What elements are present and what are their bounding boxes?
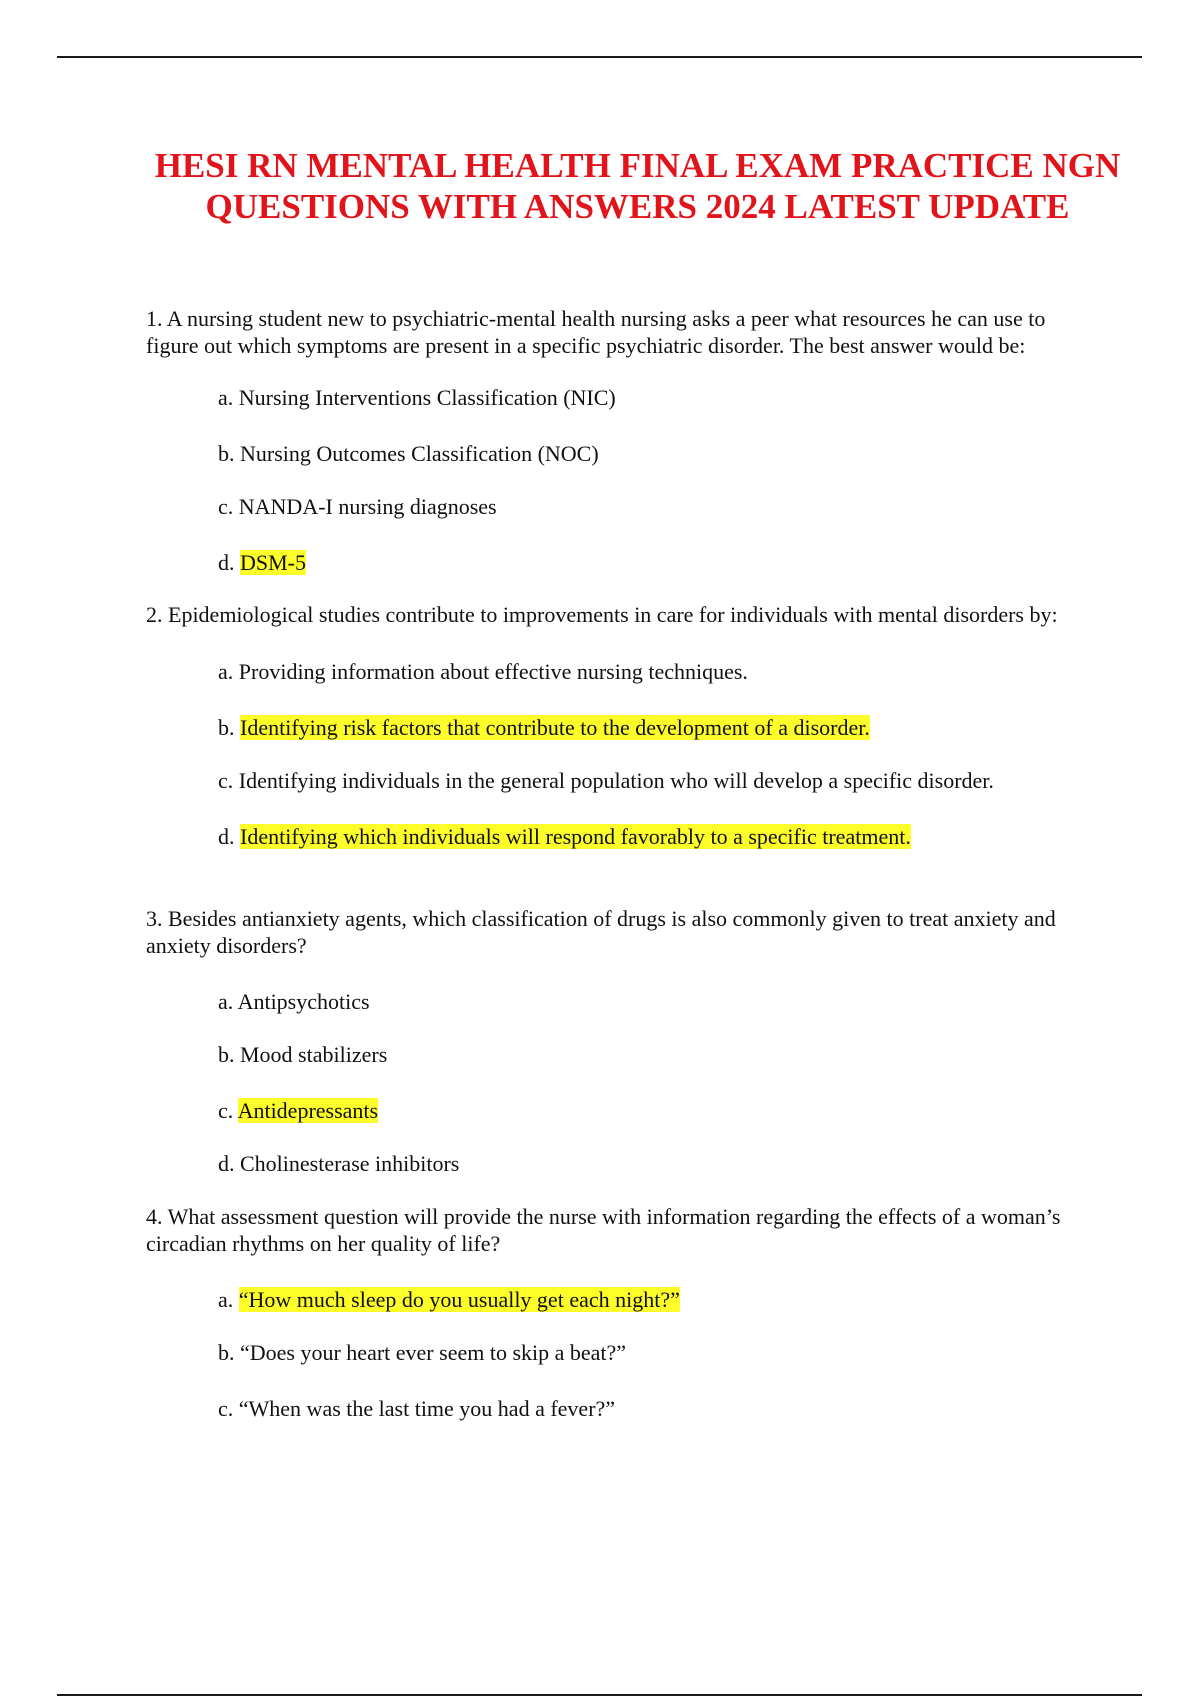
question-text: 2. Epidemiological studies contribute to improvements in care for individuals with mental disorders by: bbox=[146, 602, 1058, 627]
option-text: DSM-5 bbox=[240, 550, 307, 575]
answer-options bbox=[146, 1286, 1086, 1422]
answer-options bbox=[146, 658, 1086, 850]
option-letter: a. bbox=[218, 1287, 234, 1312]
question-block bbox=[146, 601, 1086, 850]
option-letter: b. bbox=[218, 1340, 235, 1365]
option-text: Providing information about effective nursing techniques. bbox=[238, 659, 748, 684]
answer-option-highlighted bbox=[218, 823, 1086, 850]
question-text: 3. Besides antianxiety agents, which classification of drugs is also commonly given to treat anxiety and anxiety disorders? bbox=[146, 906, 1056, 958]
option-letter: d. bbox=[218, 550, 235, 575]
answer-option-highlighted bbox=[218, 714, 1086, 741]
option-letter: c. bbox=[218, 1098, 234, 1123]
answer-option bbox=[218, 1395, 1086, 1422]
question-block bbox=[146, 305, 1086, 576]
option-letter: b. bbox=[218, 441, 235, 466]
answer-options bbox=[146, 988, 1086, 1177]
answer-option bbox=[218, 988, 1086, 1015]
option-text: NANDA-I nursing diagnoses bbox=[238, 494, 497, 519]
option-letter: a. bbox=[218, 385, 234, 410]
option-letter: c. bbox=[218, 768, 234, 793]
option-text: Cholinesterase inhibitors bbox=[240, 1151, 460, 1176]
option-text: Nursing Interventions Classification (NIC) bbox=[238, 385, 616, 410]
answer-option bbox=[218, 440, 1086, 467]
option-letter: c. bbox=[218, 1396, 234, 1421]
option-letter: c. bbox=[218, 494, 234, 519]
answer-option bbox=[218, 658, 1086, 685]
answer-option bbox=[218, 1339, 1086, 1366]
answer-option-highlighted bbox=[218, 1097, 1086, 1124]
option-text: Mood stabilizers bbox=[240, 1042, 388, 1067]
option-text: Antidepressants bbox=[237, 1098, 379, 1123]
option-text: “How much sleep do you usually get each night?” bbox=[238, 1287, 680, 1312]
question-list bbox=[146, 305, 1086, 1422]
answer-option-highlighted bbox=[218, 549, 1086, 576]
option-text: “When was the last time you had a fever?” bbox=[238, 1396, 616, 1421]
option-text: Identifying risk factors that contribute to the development of a disorder. bbox=[240, 715, 870, 740]
answer-option bbox=[218, 767, 1086, 794]
answer-options bbox=[146, 384, 1086, 576]
question-block bbox=[146, 905, 1086, 1177]
question-block bbox=[146, 1203, 1086, 1422]
option-text: Identifying individuals in the general population who will develop a specific disorder. bbox=[238, 768, 994, 793]
answer-option bbox=[218, 1041, 1086, 1068]
document-title: HESI RN MENTAL HEALTH FINAL EXAM PRACTICE NGN QUESTIONS WITH ANSWERS 2024 LATEST UPDATE bbox=[154, 146, 1121, 226]
question-text: 1. A nursing student new to psychiatric-mental health nursing asks a peer what resources he can use to figure out which symptoms are present in a specific psychiatric disorder. The best answer would be: bbox=[146, 306, 1046, 358]
option-text: “Does your heart ever seem to skip a beat?” bbox=[240, 1340, 627, 1365]
option-letter: a. bbox=[218, 989, 234, 1014]
option-letter: d. bbox=[218, 1151, 235, 1176]
answer-option bbox=[218, 493, 1086, 520]
answer-option-highlighted bbox=[218, 1286, 1086, 1313]
option-letter: b. bbox=[218, 1042, 235, 1067]
option-letter: d. bbox=[218, 824, 235, 849]
option-letter: b. bbox=[218, 715, 235, 740]
answer-option bbox=[218, 1150, 1086, 1177]
answer-option bbox=[218, 384, 1086, 411]
option-text: Antipsychotics bbox=[237, 989, 370, 1014]
question-text: 4. What assessment question will provide the nurse with information regarding the effects of a woman’s circadian rhythms on her quality of life? bbox=[146, 1204, 1061, 1256]
option-text: Nursing Outcomes Classification (NOC) bbox=[240, 441, 599, 466]
top-rule bbox=[57, 56, 1142, 58]
option-letter: a. bbox=[218, 659, 234, 684]
option-text: Identifying which individuals will respond favorably to a specific treatment. bbox=[240, 824, 911, 849]
bottom-rule bbox=[57, 1694, 1142, 1696]
